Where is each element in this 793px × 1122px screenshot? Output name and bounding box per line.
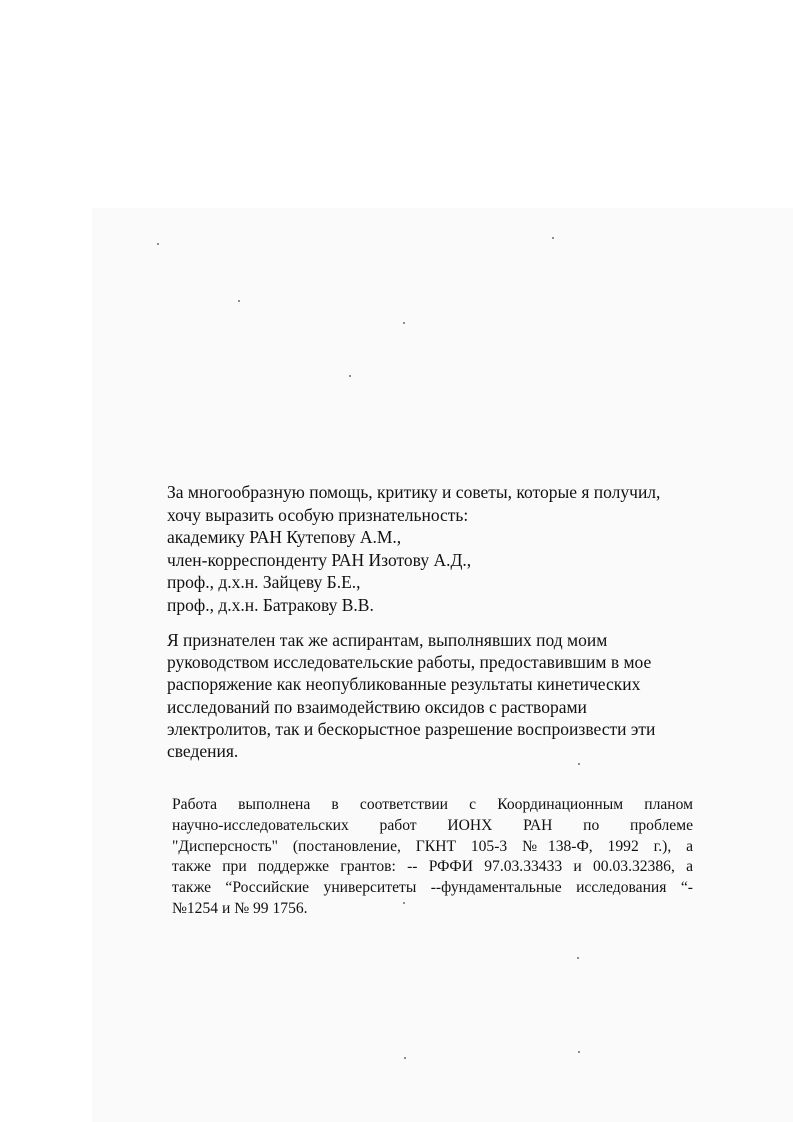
students-line: Я признателен так же аспирантам, выполнявших под моим <box>167 630 608 650</box>
funding-line: "Дисперсность" (постановление, ГКНТ 105-3 №138-Ф, 1992 г.), а <box>172 837 693 855</box>
scan-speck <box>552 237 554 239</box>
funding-line: также “Российские университеты --фундаментальные исследования “- <box>172 879 693 897</box>
funding-line: научно-исследовательских работ ИОНХ РАН по проблеме <box>172 816 693 834</box>
scan-speck <box>577 957 579 959</box>
students-line: исследований по взаимодействию оксидов с растворами <box>167 696 587 717</box>
scan-speck <box>157 243 159 245</box>
funding-line: также при поддержке грантов: -- РФФИ 97.03.33433 и 00.03.32386, а <box>172 858 693 876</box>
ack-person: академику РАН Кутепову А.М., <box>167 527 402 547</box>
scan-speck <box>404 1057 406 1059</box>
funding-line: Работа выполнена в соответствии с Координационным планом <box>172 796 693 813</box>
students-paragraph <box>167 629 727 762</box>
students-line: сведения. <box>167 741 239 762</box>
funding-paragraph <box>172 795 693 920</box>
scan-speck <box>578 763 580 765</box>
ack-person: проф., д.х.н. Батракову В.В. <box>167 594 374 615</box>
scan-speck <box>238 300 240 302</box>
students-line: распоряжение как неопубликованные результаты кинетических <box>167 674 641 695</box>
ack-intro-line: За многообразную помощь, критику и советы, которые я получил, <box>167 482 661 502</box>
funding-line: №1254 и № 99 1756. <box>172 899 308 917</box>
scan-speck <box>403 322 405 324</box>
ack-person: проф., д.х.н. Зайцеву Б.Е., <box>167 572 361 592</box>
acknowledgements-section <box>167 481 727 616</box>
scan-speck <box>578 1051 580 1053</box>
scan-speck <box>349 375 351 377</box>
students-line: руководством исследовательские работы, предоставившим в мое <box>167 652 652 673</box>
ack-person: член-корреспонденту РАН Изотову А.Д., <box>167 549 472 570</box>
students-line: электролитов, так и бескорыстное разрешение воспроизвести эти <box>167 718 656 739</box>
ack-intro-line: хочу выразить особую признательность: <box>167 504 469 525</box>
